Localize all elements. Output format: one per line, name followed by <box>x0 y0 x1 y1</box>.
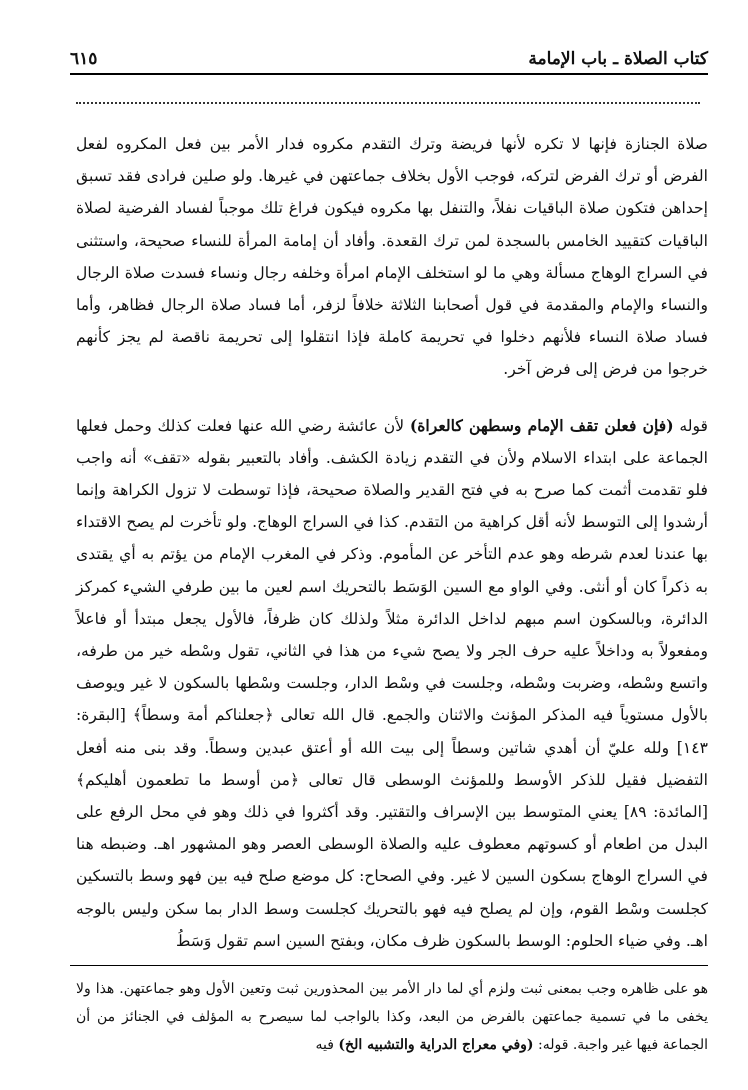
page-header <box>70 45 708 75</box>
paragraph: صلاة الجنازة فإنها لا تكره لأنها فريضة وترك التقدم مكروه فدار الأمر بين فعل المكروه لفعل الفرض أو ترك الفرض لتركه، فوجب الأول بخلاف جماعتهن في غيرها. ولو صلين فرادى فقد تسبق إحداهن فتكون صلاة الباقيات نفلاً، والتنفل بها مكروه فيكون فراغ تلك موجباً لفساد الفرضية لصلاة الباقيات كتقييد الخامس بالسجدة لمن ترك القعدة. وأفاد أن إمامة المرأة للنساء صحيحة، واستثنى في السراج الوهاج مسألة وهي ما لو استخلف الإمام امرأة وخلفه رجال ونساء فسدت صلاة الرجال والنساء والإمام والمقدمة في قول أصحابنا الثلاثة خلافاً لزفر، أما فساد صلاة الرجال فظاهر، وأما فساد صلاة النساء فلأنهم دخلوا في تحريمة كاملة فإذا انتقلوا إلى تحريمة ناقصة لم يجز كأنهم خرجوا من فرض إلى فرض آخر. <box>76 135 708 379</box>
footnote-quote: (وفي معراج الدراية والتشبيه الخ) <box>338 1037 534 1053</box>
page-number: ٦١٥ <box>70 49 98 69</box>
paragraph-intro: قوله <box>673 416 708 435</box>
footnote-separator <box>70 965 708 966</box>
footnote-end: فيه <box>315 1037 339 1053</box>
dotted-divider <box>76 88 700 104</box>
footnote <box>76 975 708 1059</box>
paragraph <box>76 410 708 957</box>
quoted-matn: (فإن فعلن تقف الإمام وسطهن كالعراة) <box>409 415 674 435</box>
footnote-paragraph <box>76 975 708 1059</box>
chapter-title: كتاب الصلاة ـ باب الإمامة <box>528 49 708 69</box>
footnote-text: هو على ظاهره وجب بمعنى ثبت ولزم أي لما دار الأمر بين المحذورين ثبت وتعين الأول وهو جماعتهن. هذا ولا يخفى ما في تسمية جماعتهن بالفرض من البعد، وكذا بالواجب لما سيصرح به المؤلف في الجنائز من أن الجماعة فيها غير واجبة. قوله: <box>76 981 708 1053</box>
main-text <box>76 128 708 957</box>
paragraph-body: لأن عائشة رضي الله عنها فعلت كذلك وحمل فعلها الجماعة على ابتداء الاسلام ولأن في التقدم زيادة الكشف. وأفاد بالتعبير بقوله «تقف» أنه واجب فلو تقدمت أثمت كما صرح به في فتح القدير والصلاة صحيحة، فإذا توسطت لا تزول الكراهة وإنما أرشدوا إلى التوسط لأنه أقل كراهية من التقدم. كذا في السراج الوهاج. ولو تأخرت لم يصح الاقتداء بها عندنا لعدم شرطه وهو عدم التأخر عن المأموم. وذكر في المغرب الإمام من يؤتم به أي يقتدى به ذكراً كان أو أنثى. وفي الواو مع السين الوَسَط بالتحريك اسم لعين ما بين طرفي الشيء كمركز الدائرة، وبالسكون اسم مبهم لداخل الدائرة مثلاً ولذلك كان ظرفاً، فالأول يجعل مبتدأ أو فاعلاً ومفعولاً به وداخلاً عليه حرف الجر ولا يصح شيء من هذا في الثاني، تقول وسْطه خير من طرفه، واتسع وسْطه، وضربت وسْطه، وجلست في وسْط الدار، وجلست وسْطها بالسكون لا غير ويوصف بالأول مستوياً فيه المذكر المؤنث والاثنان والجمع. قال الله تعالى ﴿جعلناكم أمة وسطاً﴾ [البقرة: ١٤٣] ولله عليّ أن أهدي شاتين وسطاً إلى بيت الله أو أعتق عبدين وسطاً. وقد بنى منه أفعل التفضيل فقيل للذكر الأوسط وللمؤنث الوسطى قال تعالى ﴿من أوسط ما تطعمون أهليكم﴾ [المائدة: ٨٩] يعني المتوسط بين الإسراف والتقتير. وقد أكثروا في ذلك وهو في محل الرفع على البدل من اطعام أو كسوتهم معطوف عليه والصلاة الوسطى العصر وهو المشهور اهـ. وضبطه هنا في السراج الوهاج بسكون السين لا غير. وفي الصحاح: كل موضع صلح فيه بين فهو وسط بالتسكين كجلست وسْط القوم، وإن لم يصلح فيه فهو بالتحريك كجلست وسط الدار بما سكن وليس بالوجه اهـ. وفي ضياء الحلوم: الوسط بالسكون ظرف مكان، وبفتح السين اسم تقول وَسَطُ <box>76 416 709 950</box>
